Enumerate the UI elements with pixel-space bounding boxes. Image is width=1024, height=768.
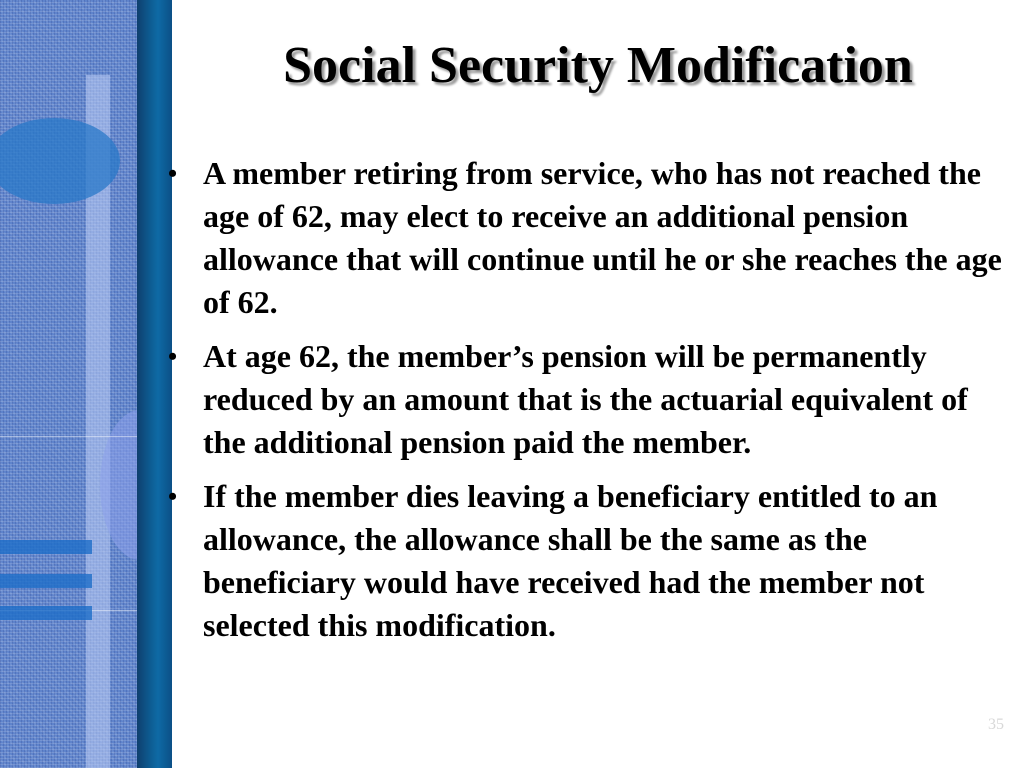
bullet-text: At age 62, the member’s pension will be permanently reduced by an amount that is the actuarial equivalent of the additional pension paid the member. (203, 338, 968, 460)
decorative-line (0, 436, 137, 437)
decorative-stripe (0, 540, 92, 554)
bullet-marker: • (168, 482, 178, 511)
bullet-text: A member retiring from service, who has not reached the age of 62, may elect to receive an additional pension allowance that will continue until he or she reaches the age of 62. (203, 155, 1002, 320)
bullet-item (164, 152, 1010, 324)
page-number: 35 (988, 716, 1004, 733)
decorative-stripe (0, 606, 92, 620)
bullet-item (164, 475, 1010, 647)
slide-title: Social Security Modification (283, 37, 913, 94)
bullet-marker: • (168, 159, 178, 188)
bullet-text: If the member dies leaving a beneficiary entitled to an allowance, the allowance shall be the same as the beneficiary would have received had the member not selected this modification. (203, 478, 938, 643)
decorative-stripe (0, 574, 92, 588)
bullet-marker: • (168, 342, 178, 371)
bullet-item (164, 335, 1010, 464)
decorative-texture-band (0, 0, 137, 768)
bullet-list (164, 152, 1010, 658)
